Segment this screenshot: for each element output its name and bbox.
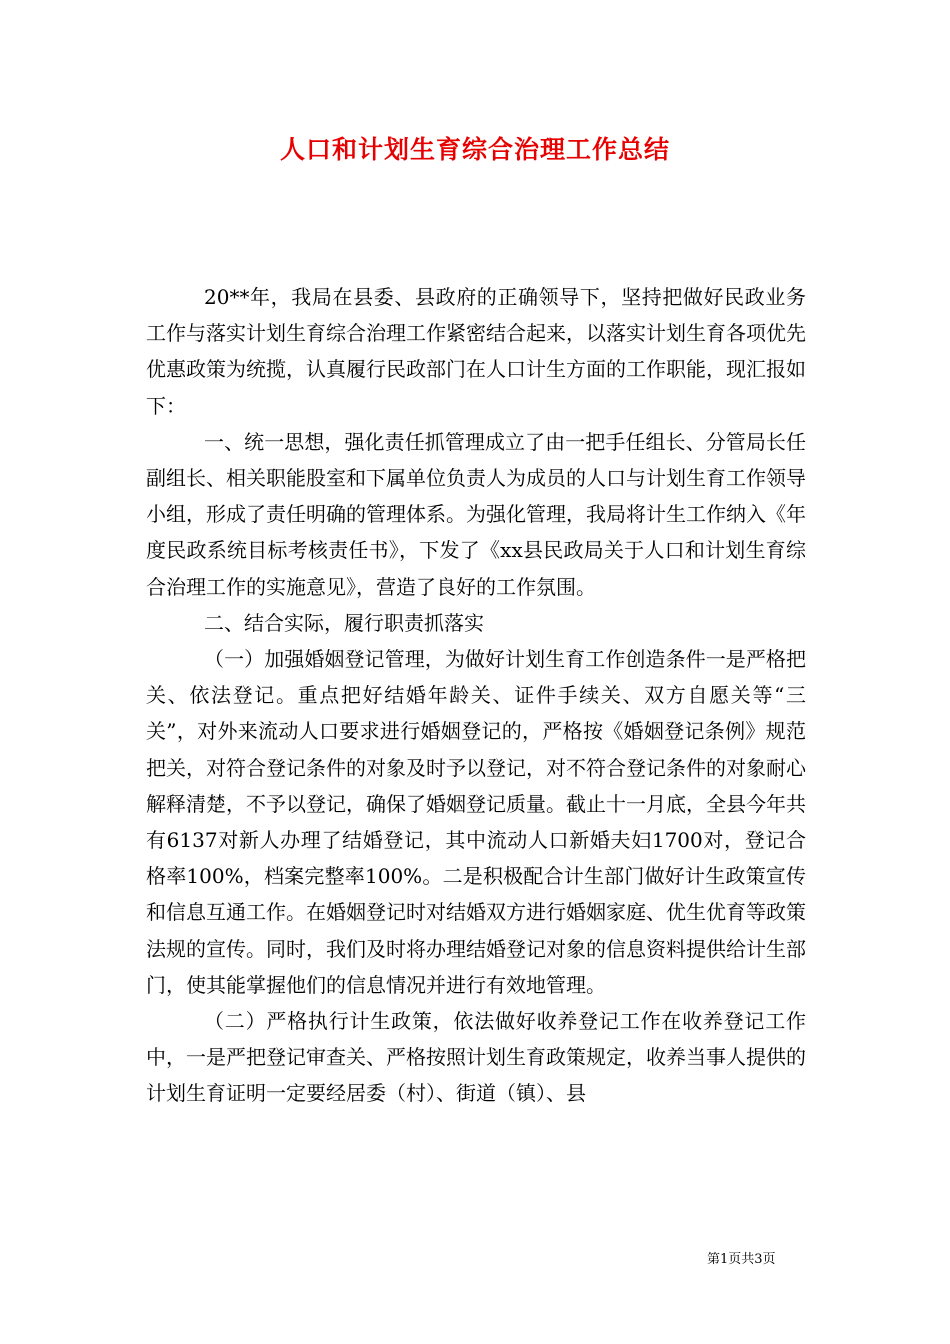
paragraph-marriage-registration: （一）加强婚姻登记管理，为做好计划生育工作创造条件一是严格把关、依法登记。重点把好结婚年龄关、证件手续关、双方自愿关等“三关”，对外来流动人口要求进行婚姻登记的，严格按《婚姻登记条例》规范把关，对符合登记条件的对象及时予以登记，对不符合登记条件的对象耐心解释清楚，不予以登记，确保了婚姻登记质量。截止十一月底，全县今年共有6137对新人办理了结婚登记，其中流动人口新婚夫妇1700对，登记合格率100%，档案完整率100%。二是积极配合计生部门做好计生政策宣传和信息互通工作。在婚姻登记时对结婚双方进行婚姻家庭、优生优育等政策法规的宣传。同时，我们及时将办理结婚登记对象的信息资料提供给计生部门，使其能掌握他们的信息情况并进行有效地管理。	[146, 647, 806, 997]
paragraph-adoption-registration: （二）严格执行计生政策，依法做好收养登记工作在收养登记工作中，一是严把登记审查关、严格按照计划生育政策规定，收养当事人提供的计划生育证明一定要经居委（村）、街道（镇）、县	[146, 1009, 806, 1106]
document-body	[146, 279, 806, 1112]
paragraph-intro: 20**年，我局在县委、县政府的正确领导下，坚持把做好民政业务工作与落实计划生育综合治理工作紧密结合起来，以落实计划生育各项优先优惠政策为统揽，认真履行民政部门在人口计生方面的工作职能，现汇报如下：	[146, 285, 806, 418]
paragraph-section-one: 一、统一思想，强化责任抓管理成立了由一把手任组长、分管局长任副组长、相关职能股室和下属单位负责人为成员的人口与计划生育工作领导小组，形成了责任明确的管理体系。为强化管理，我局将计生工作纳入《年度民政系统目标考核责任书》，下发了《xx县民政局关于人口和计划生育综合治理工作的实施意见》，营造了良好的工作氛围。	[146, 429, 806, 599]
paragraph-section-two-heading: 二、结合实际，履行职责抓落实	[204, 610, 484, 635]
page-number: 第1页共3页	[707, 1252, 776, 1267]
page-title: 人口和计划生育综合治理工作总结	[279, 135, 670, 164]
